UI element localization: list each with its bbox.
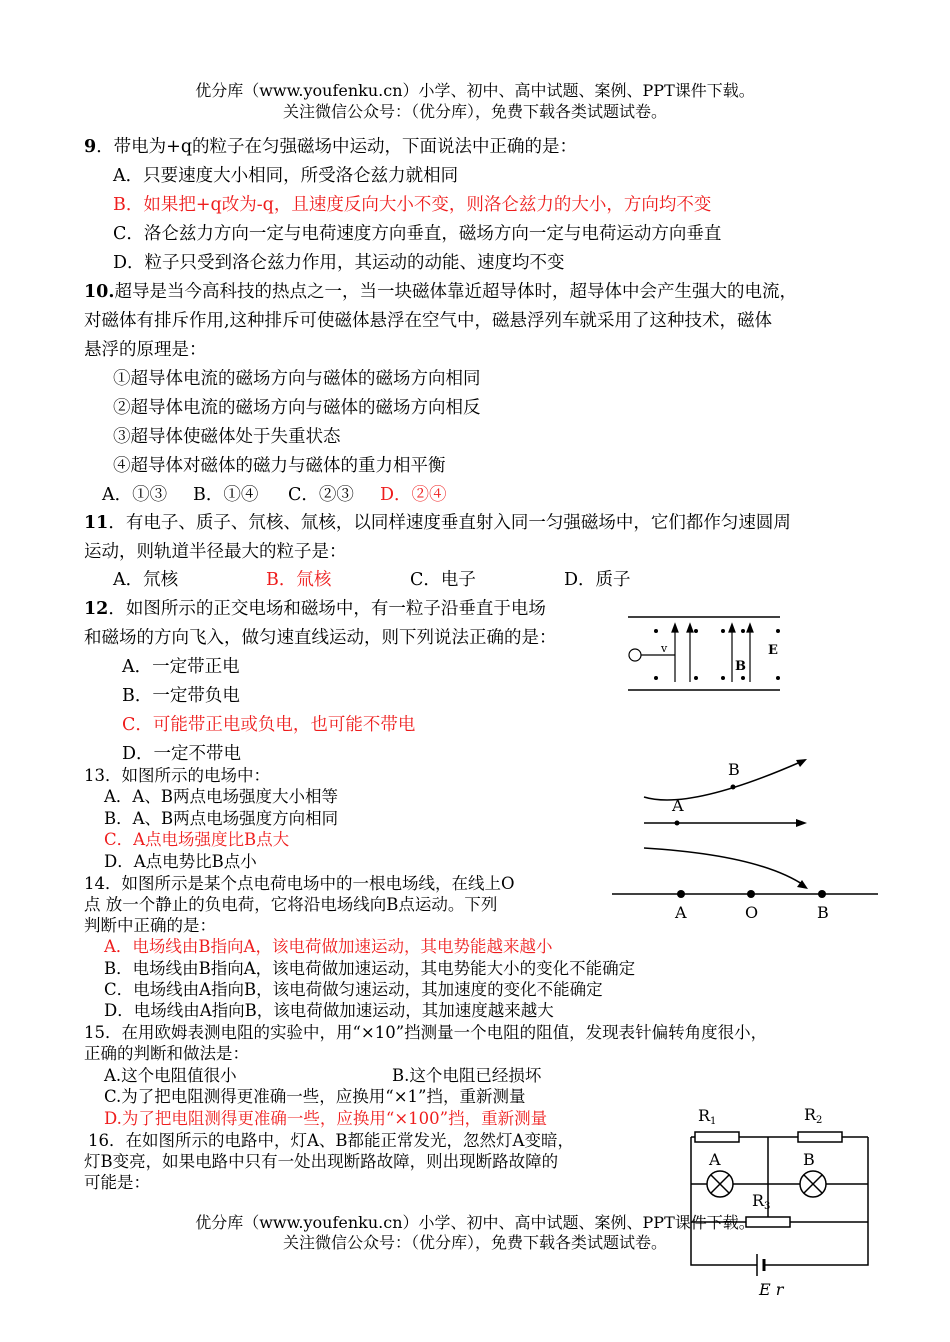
- q15-line-2: 正确的判断和做法是：: [84, 1044, 249, 1063]
- q9-stem-text: ．带电为+q的粒子在匀强磁场中运动，下面说法中正确的是：: [96, 137, 578, 157]
- q11-number: 11: [84, 513, 109, 533]
- q10-text-1: 超导是当今高科技的热点之一，当一块磁体靠近超导体时，超导体中会产生强大的电流，: [114, 282, 797, 302]
- q12-text-1: ．如图所示的正交电场和磁场中，有一粒子沿垂直于电场: [108, 599, 546, 619]
- q14-point-b: [818, 890, 826, 898]
- q12-particle: [629, 649, 641, 661]
- q12-option-b: B．一定带负电: [122, 686, 240, 706]
- q16-line-1: 16．在如图所示的电路中，灯A、B都能正常发光，忽然灯A变暗，: [88, 1131, 574, 1150]
- q11-line-1: [84, 509, 791, 538]
- q15-option-c: C.为了把电阻测得更准确一些，应换用“×1”挡，重新测量: [104, 1087, 526, 1106]
- footer-line-1: 优分库（www.youfenku.cn）小学、初中、高中试题、案例、PPT课件下载。: [195, 1213, 755, 1232]
- q16-label-emf: E r: [759, 1280, 784, 1299]
- q11-option-c: C．电子: [410, 570, 476, 590]
- q16-lamp-a: [707, 1171, 733, 1197]
- header-line-2: 关注微信公众号：（优分库），免费下载各类试题试卷。: [282, 102, 667, 121]
- q13-option-d: D．A点电势比B点小: [104, 852, 257, 871]
- q12-line-2: 和磁场的方向飞入，做匀速直线运动，则下列说法正确的是：: [84, 628, 557, 648]
- q13-label-a: A: [672, 796, 684, 815]
- q13-option-a: A．A、B两点电场强度大小相等: [104, 787, 338, 806]
- q14-line-2: 点 放一个静止的负电荷，它将沿电场线向B点运动。下列: [84, 895, 498, 914]
- q14-option-b: B．电场线由B指向A，该电荷做加速运动，其电势能大小的变化不能确定: [104, 959, 636, 978]
- q11-option-b: B．氚核: [266, 570, 332, 590]
- q14-label-o: O: [745, 903, 759, 922]
- q13-field-line-top: [644, 760, 805, 800]
- q9-option-b: B．如果把+q改为-q，且速度反向大小不变，则洛仑兹力的大小，方向均不变: [113, 195, 712, 215]
- q10-item-2: ②超导体电流的磁场方向与磁体的磁场方向相反: [113, 398, 481, 418]
- q13-label-b: B: [728, 760, 740, 779]
- q12-label-b: B: [735, 659, 746, 674]
- q13-option-c: C．A点电场强度比B点大: [104, 830, 290, 849]
- q16-label-lamp-b: B: [803, 1150, 815, 1169]
- q16-label-r1: R1: [698, 1106, 717, 1127]
- q16-resistor-r2: [798, 1132, 842, 1142]
- q12-number: 12: [84, 599, 109, 619]
- q10-item-1: ①超导体电流的磁场方向与磁体的磁场方向相同: [113, 369, 481, 389]
- q14-label-a: A: [675, 903, 687, 922]
- q16-lamp-b: [800, 1171, 826, 1197]
- header-line-1: 优分库（www.youfenku.cn）小学、初中、高中试题、案例、PPT课件下载。: [195, 81, 755, 100]
- q9-option-c: C．洛仑兹力方向一定与电荷速度方向垂直，磁场方向一定与电荷运动方向垂直: [113, 224, 722, 244]
- q12-label-e: E: [768, 643, 778, 658]
- q11-option-a: A．氘核: [113, 570, 179, 590]
- q14-option-c: C．电场线由A指向B，该电荷做匀速运动，其加速度的变化不能确定: [104, 980, 603, 999]
- q10-option-a: A．①③: [102, 485, 168, 505]
- q13-option-b: B．A、B两点电场强度方向相同: [104, 809, 339, 828]
- q16-line-2: 灯B变亮，如果电路中只有一处出现断路故障，则出现断路故障的: [84, 1152, 559, 1171]
- q13-arrow-middle: [796, 819, 807, 827]
- q10-item-4: ④超导体对磁体的磁力与磁体的重力相平衡: [113, 456, 446, 476]
- q16-circuit-figure: [660, 1100, 878, 1300]
- q14-point-a: [677, 890, 685, 898]
- q9-option-a: A．只要速度大小相同，所受洛仑兹力就相同: [113, 166, 459, 186]
- q11-line-2: 运动，则轨道半径最大的粒子是：: [84, 542, 347, 562]
- q15-option-b: B.这个电阻已经损坏: [392, 1066, 542, 1085]
- q15-line-1: 15．在用欧姆表测电阻的实验中，用“×10”挡测量一个电阻的阻值，发现表针偏转角度很小，: [84, 1023, 768, 1042]
- q15-option-a: A.这个电阻值很小: [104, 1066, 237, 1085]
- q12-label-v: v: [661, 642, 668, 655]
- q10-line-2: 对磁体有排斥作用,这种排斥可使磁体悬浮在空气中，磁悬浮列车就采用了这种技术，磁体: [84, 311, 773, 331]
- q10-item-3: ③超导体使磁体处于失重状态: [113, 427, 341, 447]
- q16-label-r2: R2: [804, 1105, 823, 1126]
- q16-label-r3: R3: [752, 1191, 771, 1212]
- q10-option-d: D．②④: [380, 485, 447, 505]
- q10-option-b: B．①④: [193, 485, 259, 505]
- q11-text-1: ．有电子、质子、氘核、氚核，以同样速度垂直射入同一匀强磁场中，它们都作匀速圆周: [108, 513, 791, 533]
- q10-line-1: [84, 278, 797, 307]
- q9-stem: [84, 133, 577, 162]
- q12-option-a: A．一定带正电: [122, 657, 240, 677]
- q14-line-3: 判断中正确的是：: [84, 916, 216, 935]
- q9-number: 9: [84, 137, 97, 157]
- q13-point-b: [731, 785, 736, 790]
- q14-option-d: D．电场线由A指向B，该电荷做加速运动，其加速度越来越大: [104, 1001, 554, 1020]
- q13-stem: 13．如图所示的电场中：: [84, 766, 270, 785]
- q15-option-d: D.为了把电阻测得更准确一些，应换用“×100”挡，重新测量: [104, 1109, 548, 1128]
- q16-label-lamp-a: A: [709, 1150, 721, 1169]
- q10-line-3: 悬浮的原理是：: [84, 340, 207, 360]
- q16-line-3: 可能是：: [84, 1173, 150, 1192]
- footer-line-2: 关注微信公众号：（优分库），免费下载各类试题试卷。: [282, 1233, 667, 1252]
- q14-point-o: [747, 890, 755, 898]
- q13-point-a: [675, 821, 680, 826]
- q12-option-d: D．一定不带电: [122, 744, 242, 764]
- q10-option-c: C．②③: [288, 485, 354, 505]
- q14-label-b: B: [817, 903, 829, 922]
- q12-line-1: [84, 595, 546, 624]
- q9-option-d: D．粒子只受到洛仑兹力作用，其运动的动能、速度均不变: [113, 253, 565, 273]
- q14-option-a: A．电场线由B指向A，该电荷做加速运动，其电势能越来越小: [104, 937, 553, 956]
- q13-field-figure: [630, 755, 820, 895]
- q14-line-1: 14．如图所示是某个点电荷电场中的一根电场线，在线上O: [84, 874, 515, 893]
- q11-option-d: D．质子: [564, 570, 631, 590]
- q16-resistor-r1: [695, 1132, 739, 1142]
- q14-field-line-figure: [610, 880, 882, 922]
- q16-battery: [757, 1254, 777, 1276]
- q12-option-c: C．可能带正电或负电，也可能不带电: [122, 715, 416, 735]
- q10-number: 10.: [84, 282, 115, 302]
- q12-field-figure: [618, 608, 788, 698]
